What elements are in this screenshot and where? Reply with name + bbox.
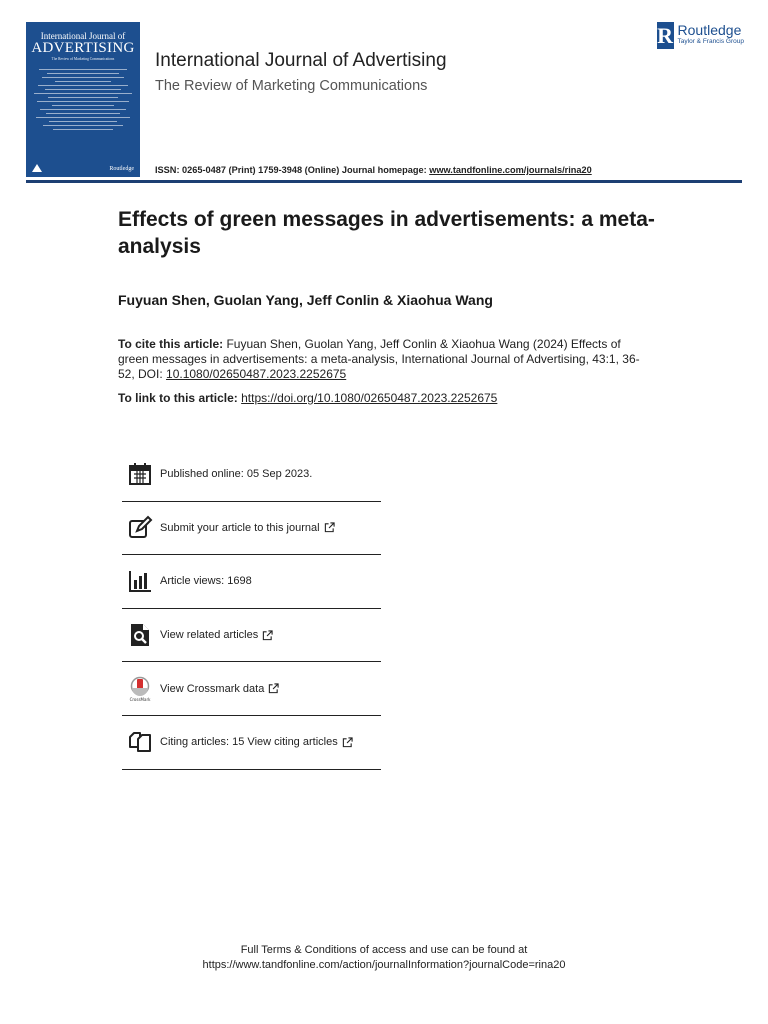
submit-article-link[interactable]: Submit your article to this journal	[160, 521, 320, 534]
crossmark-badge-text: CrossMark	[129, 696, 151, 702]
crossmark-icon	[127, 676, 153, 702]
routledge-r-icon: R	[657, 23, 673, 48]
cover-publisher-text: Routledge	[109, 166, 134, 172]
cover-contents-lines	[32, 66, 134, 133]
cite-label: To cite this article:	[118, 337, 224, 351]
external-link-icon	[324, 522, 335, 533]
external-link-icon	[268, 683, 279, 694]
article-views: Article views: 1698	[160, 575, 252, 588]
search-document-icon	[127, 622, 153, 648]
cover-sub-text: The Review of Marketing Communications	[51, 57, 115, 61]
published-row	[122, 448, 381, 502]
terms-url[interactable]: https://www.tandfonline.com/action/journalInformation?journalCode=rina20	[202, 959, 566, 971]
doi-link[interactable]: 10.1080/02650487.2023.2252675	[166, 367, 347, 381]
journal-homepage-link[interactable]: www.tandfonline.com/journals/rina20	[429, 165, 592, 175]
taylor-francis-icon	[32, 164, 42, 172]
journal-title: International Journal of Advertising	[155, 50, 447, 71]
calendar-icon	[127, 461, 153, 487]
article-info-list	[122, 448, 381, 770]
related-articles-link[interactable]: View related articles	[160, 629, 259, 642]
bar-chart-icon	[127, 568, 153, 594]
article-link-block	[118, 391, 497, 405]
publisher-logo[interactable]	[657, 22, 744, 49]
article-url-link[interactable]: https://doi.org/10.1080/02650487.2023.2252675	[241, 391, 498, 405]
terms-footer	[0, 943, 768, 973]
publisher-group: Taylor & Francis Group	[677, 38, 744, 45]
cover-title-text: ADVERTISING	[31, 40, 135, 56]
cover-footer	[30, 159, 136, 173]
cite-text: Fuyuan Shen, Guolan Yang, Jeff Conlin & Xiaohua Wang (2024) Effects of green messages in advertisements: a meta-analysis, International Journal of Advertising, 43:1, 36-52, DOI:	[118, 337, 640, 381]
citing-articles-link[interactable]: Citing articles: 15 View citing articles	[160, 736, 338, 749]
edit-icon	[127, 515, 153, 541]
issn-line	[155, 165, 592, 175]
published-date: Published online: 05 Sep 2023.	[160, 468, 313, 481]
submit-article-row[interactable]	[122, 502, 381, 556]
publisher-name: Routledge	[677, 22, 742, 38]
link-label: To link to this article:	[118, 391, 242, 405]
article-title: Effects of green messages in advertisements: a meta-analysis	[118, 208, 655, 258]
terms-text: Full Terms & Conditions of access and use can be found at	[240, 944, 528, 956]
journal-cover-image	[26, 22, 140, 177]
issn-text: ISSN: 0265-0487 (Print) 1759-3948 (Online) Journal homepage:	[155, 165, 430, 175]
crossmark-link[interactable]: View Crossmark data	[160, 682, 265, 695]
header-divider	[26, 180, 742, 183]
external-link-icon	[262, 630, 273, 641]
external-link-icon	[342, 737, 353, 748]
journal-subtitle: The Review of Marketing Communications	[155, 78, 428, 94]
citing-articles-row[interactable]	[122, 716, 381, 770]
article-views-row	[122, 555, 381, 609]
copy-documents-icon	[127, 729, 153, 755]
citation-block	[118, 337, 654, 382]
article-authors: Fuyuan Shen, Guolan Yang, Jeff Conlin & Xiaohua Wang	[118, 292, 493, 308]
crossmark-row[interactable]	[122, 662, 381, 716]
related-articles-row[interactable]	[122, 609, 381, 663]
cover-top-text: International Journal of	[40, 31, 126, 41]
